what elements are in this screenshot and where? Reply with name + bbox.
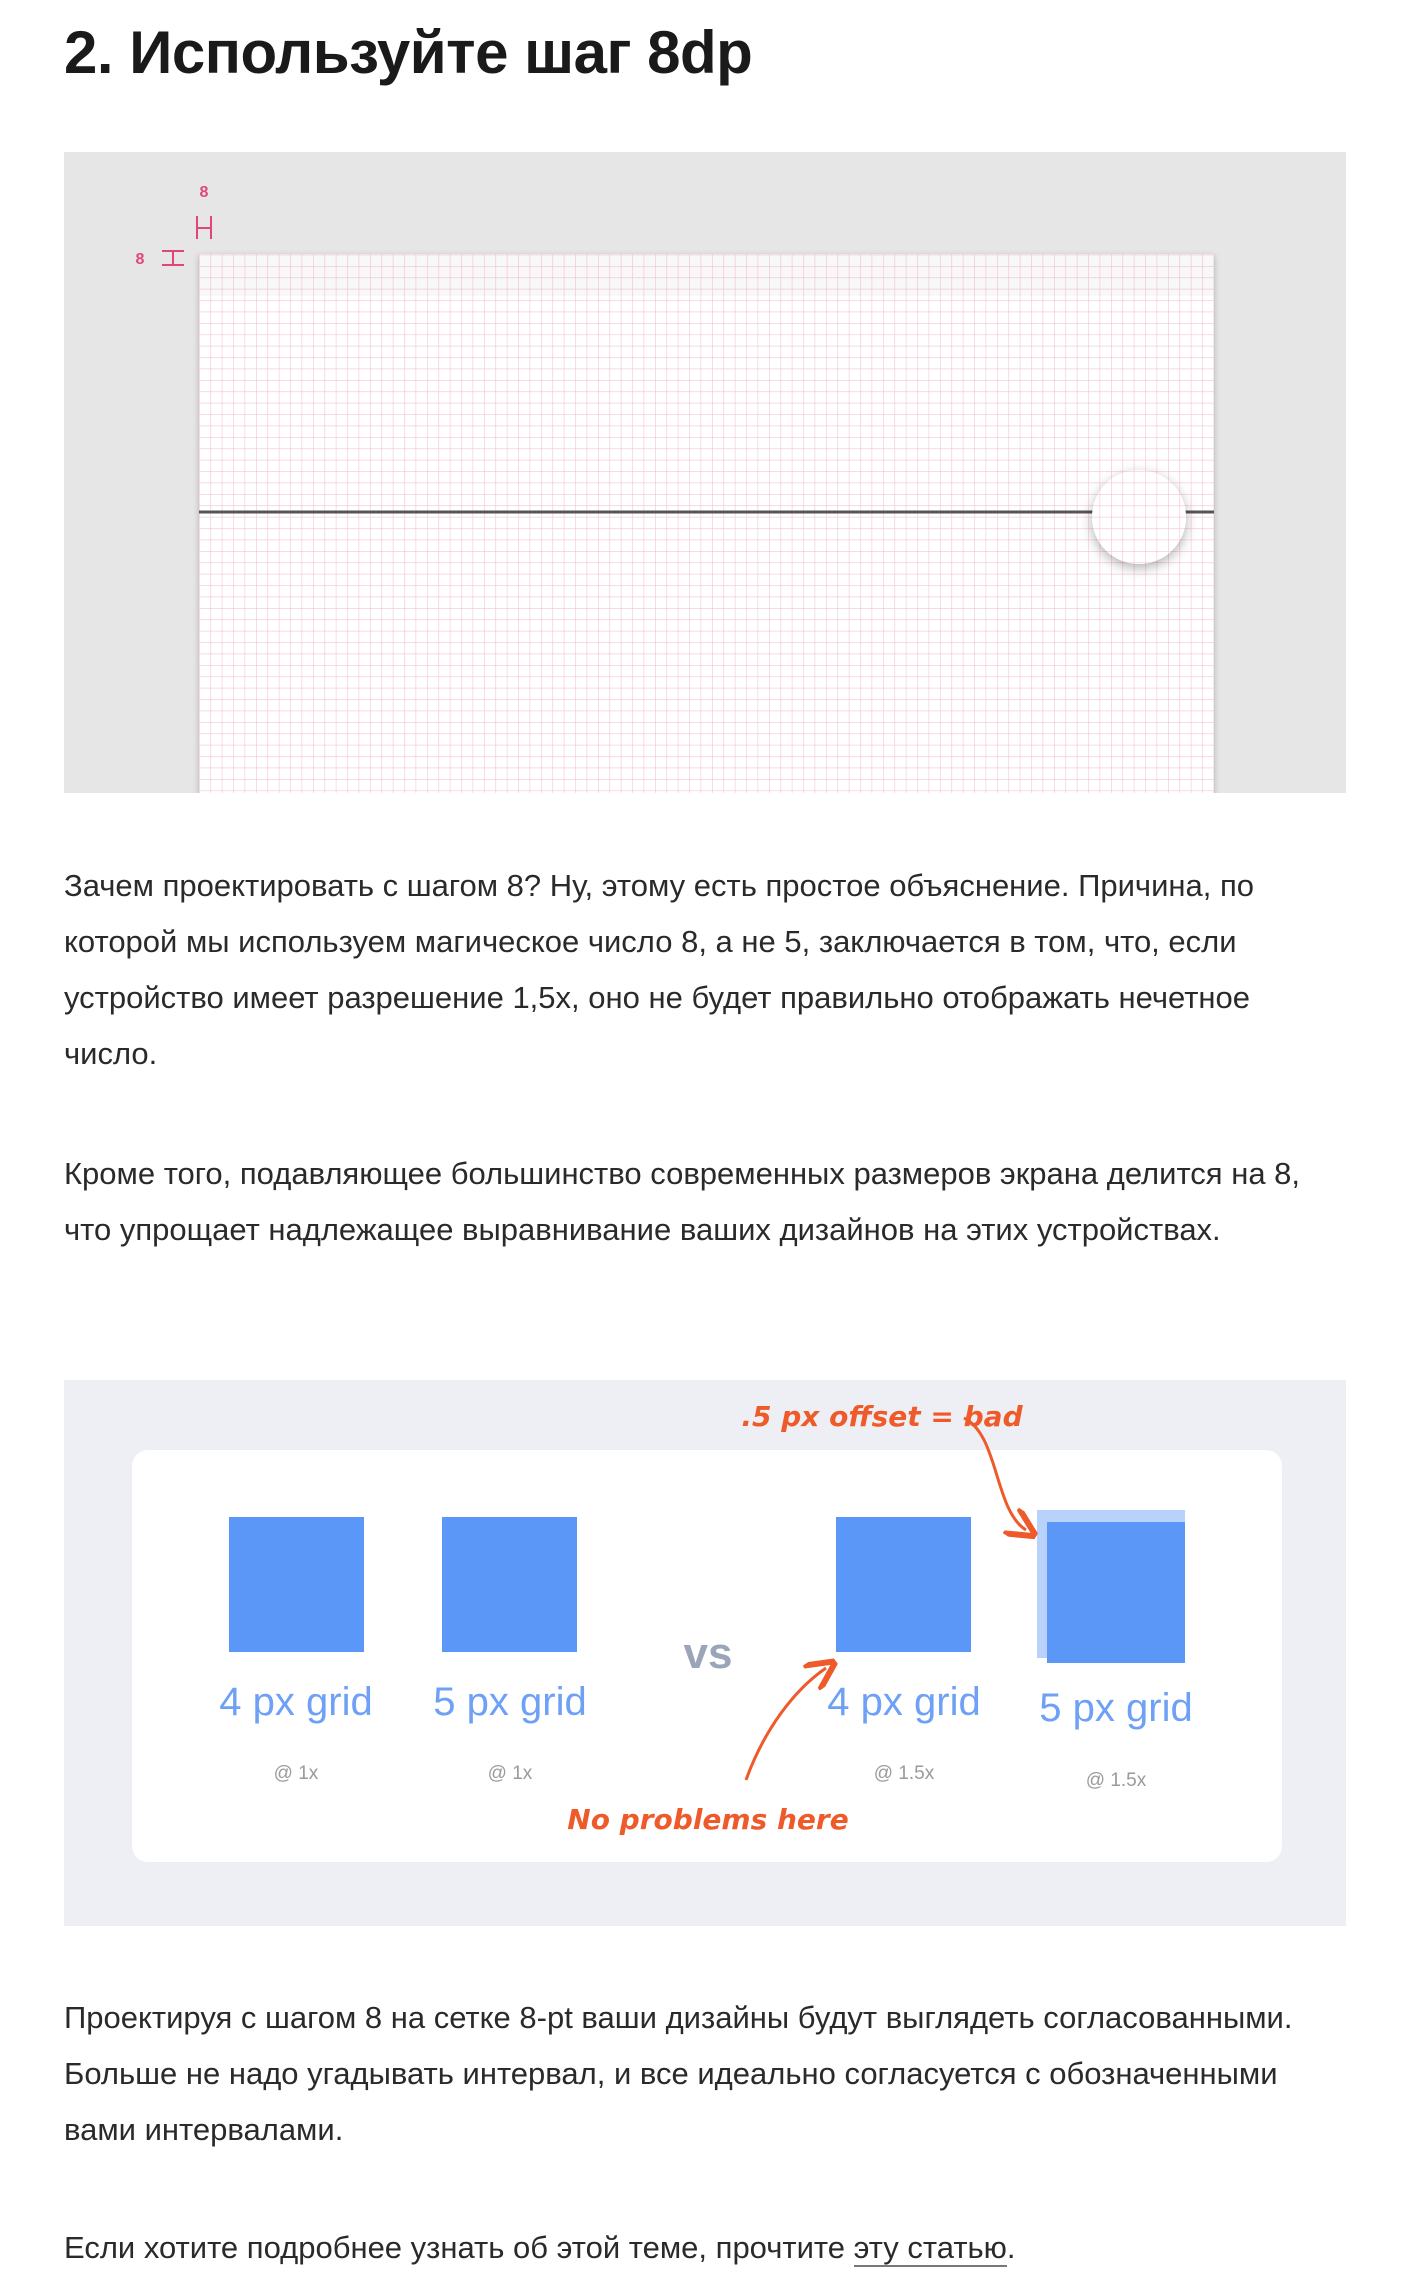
section-heading: 2. Используйте шаг 8dp [64, 19, 753, 86]
label-5px-1-5x: 5 px grid [1039, 1686, 1193, 1730]
marker-top-bracket [197, 216, 211, 239]
label-5px-1x: 5 px grid [433, 1680, 587, 1724]
paragraph-consistency: Проектируя с шагом 8 на сетке 8-pt ваши дизайны будут выглядеть согласованными. Больше не надо угадывать интервал, и все идеально согласуется с обозначенными вами интервалами. [64, 2000, 1293, 2147]
article-link[interactable]: эту статью [853, 2230, 1007, 2265]
scale-4px-1-5x: @ 1.5x [873, 1763, 935, 1784]
square-5px-1-5x [1047, 1522, 1185, 1663]
grid-pattern [199, 254, 1214, 793]
read-more-period: . [1006, 2230, 1016, 2265]
scale-5px-1x: @ 1x [487, 1763, 533, 1784]
annotation-no-problems: No problems here [567, 1803, 849, 1836]
vs-label: vs [683, 1629, 733, 1678]
label-4px-1x: 4 px grid [219, 1680, 373, 1724]
square-4px-1-5x [836, 1517, 971, 1652]
square-5px-1x [442, 1517, 577, 1652]
marker-left-bracket [162, 251, 184, 265]
grid-comparison-figure [64, 1380, 1346, 1926]
label-4px-1-5x: 4 px grid [827, 1680, 981, 1724]
marker-left-label: 8 [135, 251, 145, 268]
scale-5px-1-5x: @ 1.5x [1085, 1770, 1147, 1791]
read-more-text: Если хотите подробнее узнать об этой теме, прочтите [64, 2230, 854, 2265]
paragraph-screen-sizes: Кроме того, подавляющее большинство современных размеров экрана делится на 8, что упрощает надлежащее выравнивание ваших дизайнов на этих устройствах. [64, 1156, 1301, 1247]
grid-comparison-illustration [64, 1380, 1346, 1926]
grid-figure [64, 152, 1346, 793]
grid-illustration [64, 152, 1346, 793]
square-4px-1x [229, 1517, 364, 1652]
marker-top-label: 8 [199, 184, 209, 201]
paragraph-why-8: Зачем проектировать с шагом 8? Ну, этому есть простое объяснение. Причина, по которой мы используем магическое число 8, а не 5, заключается в том, что, если устройство имеет разрешение 1,5x, оно не будет правильно отображать нечетное число. [64, 868, 1255, 1071]
annotation-offset-bad: .5 px offset = bad [741, 1400, 1023, 1433]
scale-4px-1x: @ 1x [273, 1763, 319, 1784]
paragraph-read-more [64, 2220, 1346, 2276]
